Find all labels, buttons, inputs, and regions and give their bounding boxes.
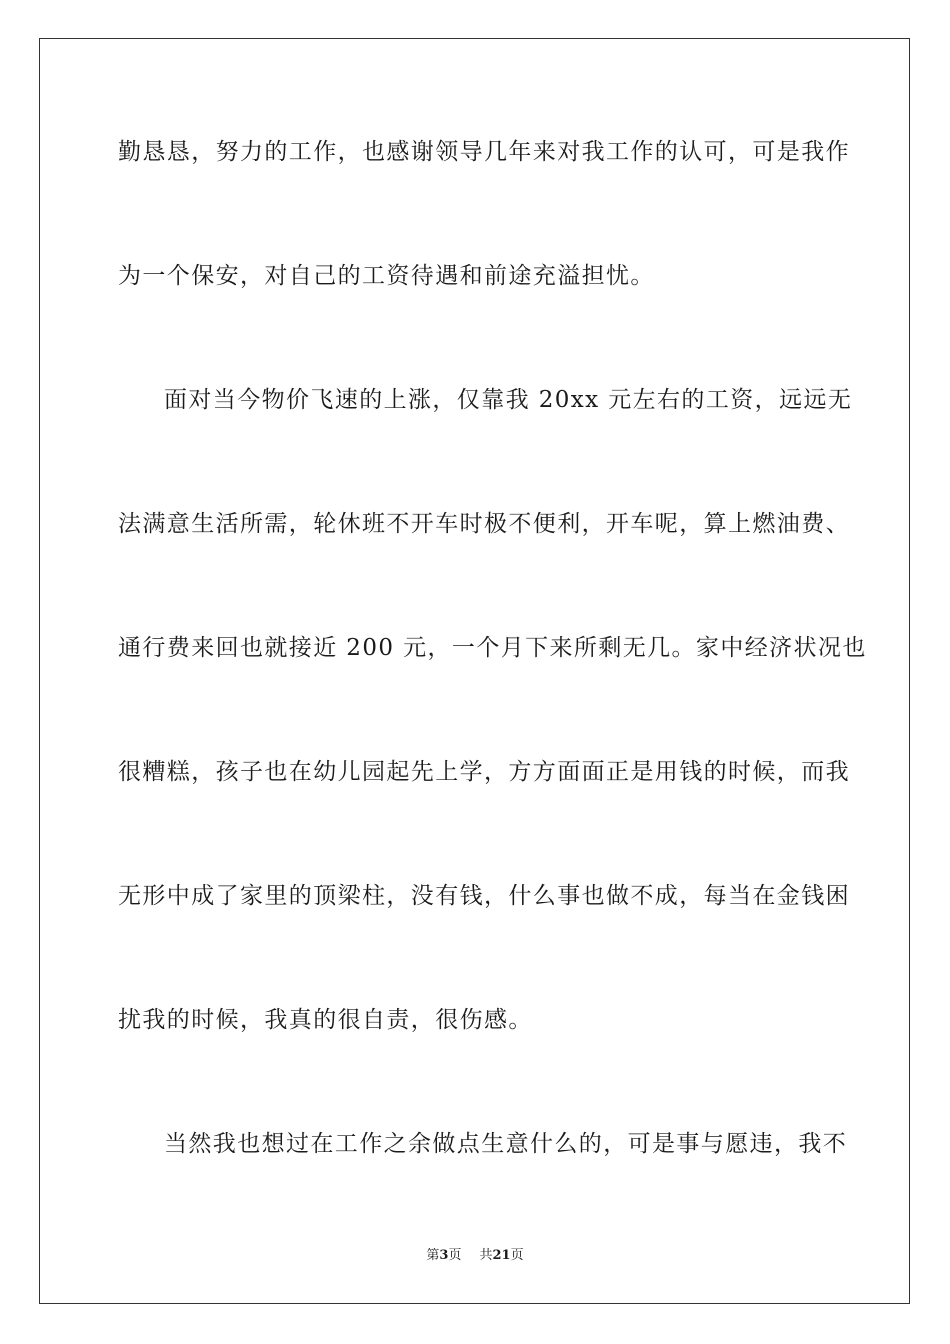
text-line: 扰我的时候，我真的很自责，很伤感。 (118, 1007, 533, 1033)
page-suffix: 页 (448, 1248, 462, 1263)
text-line: 无形中成了家里的顶梁柱，没有钱，什么事也做不成，每当在金钱困 (118, 883, 850, 909)
total-suffix: 页 (510, 1248, 524, 1263)
page-number: 3 (439, 1248, 449, 1263)
paragraph-first-line: 当然我也想过在工作之余做点生意什么的，可是事与愿违，我不 (164, 1131, 848, 1157)
text-line: 通行费来回也就接近 200 元，一个月下来所剩无几。家中经济状况也 (118, 635, 867, 661)
total-prefix: 共 (479, 1248, 493, 1263)
page-border (39, 38, 910, 1304)
text-line: 法满意生活所需，轮休班不开车时极不便利，开车呢，算上燃油费、 (118, 511, 850, 537)
paragraph-first-line: 面对当今物价飞速的上涨，仅靠我 20xx 元左右的工资，远远无 (164, 387, 853, 413)
text-line: 勤恳恳，努力的工作，也感谢领导几年来对我工作的认可，可是我作 (118, 139, 850, 165)
text-line: 很糟糕，孩子也在幼儿园起先上学，方方面面正是用钱的时候，而我 (118, 759, 850, 785)
page-footer (0, 1247, 950, 1265)
page-prefix: 第 (426, 1248, 440, 1263)
total-pages: 21 (492, 1248, 511, 1263)
text-line: 为一个保安，对自己的工资待遇和前途充溢担忧。 (118, 263, 655, 289)
